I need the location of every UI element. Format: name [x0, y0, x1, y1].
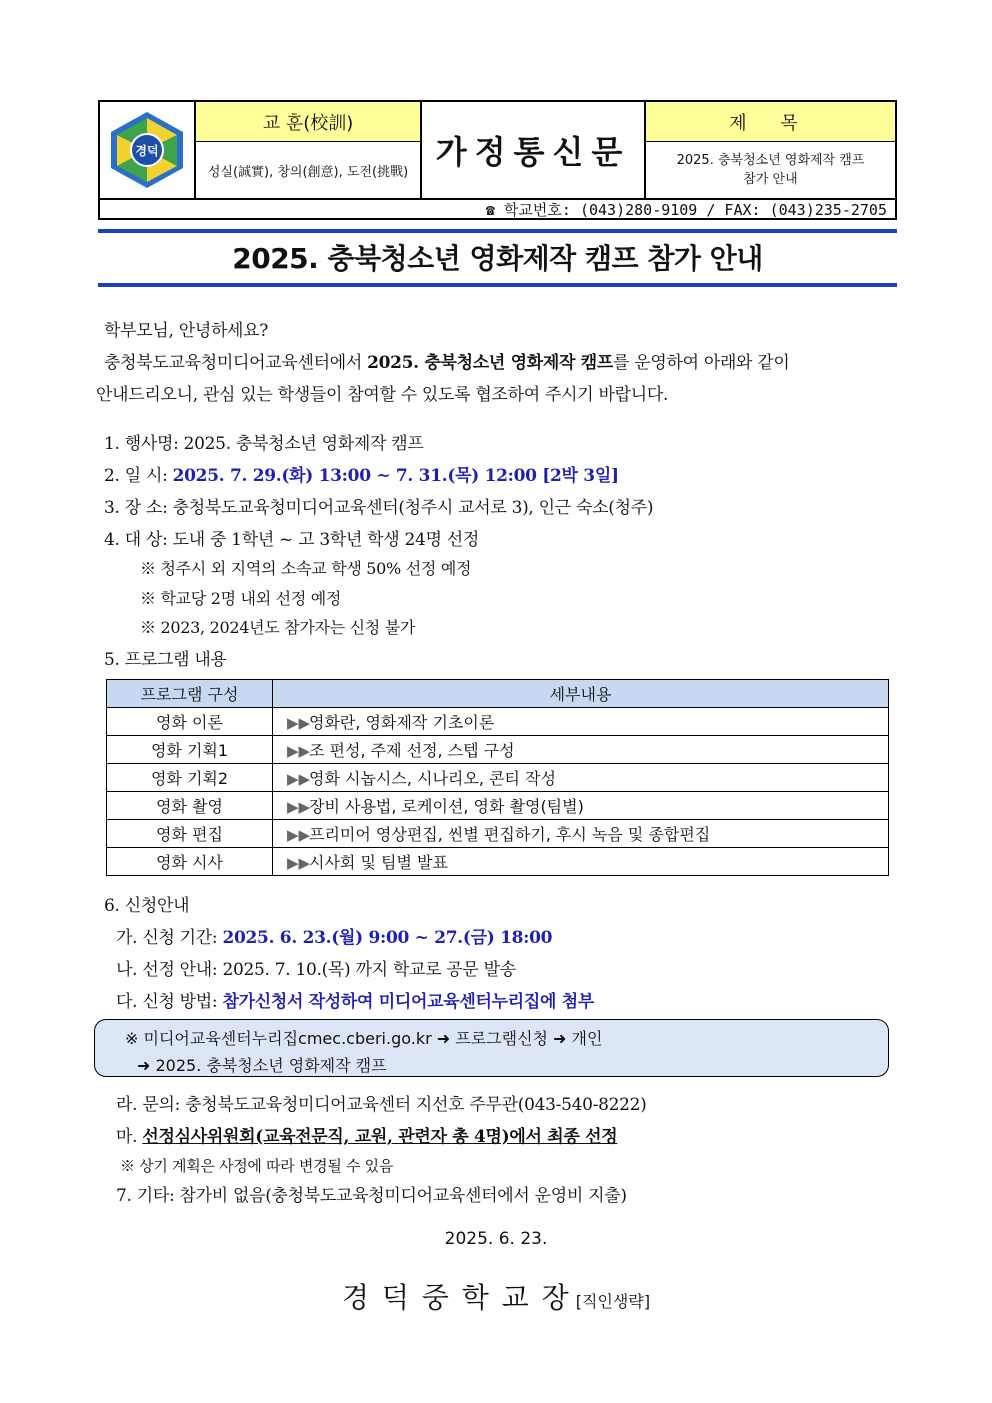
greeting: 학부모님, 안녕하세요? [104, 321, 269, 341]
title-top-rule [98, 229, 897, 233]
target-label: 4. 대 상: [104, 530, 173, 550]
period-value: 2025. 6. 23.(월) 9:00 ~ 27.(금) 18:00 [222, 928, 553, 948]
program-name: 영화 촬영 [107, 792, 273, 820]
apply-selection [116, 1122, 617, 1147]
event-value: 2025. 충북청소년 영화제작 캠프 [183, 434, 424, 454]
program-detail: 프리미어 영상편집, 씬별 편집하기, 후시 녹음 및 종합편집 [309, 825, 711, 844]
apply-heading: 6. 신청안내 [104, 896, 190, 916]
program-detail: 장비 사용법, 로케이션, 영화 촬영(팀별) [309, 797, 584, 816]
table-row [107, 708, 889, 736]
double-arrow-icon: ▶▶ [287, 742, 311, 760]
item-event [104, 429, 423, 454]
table-header: 프로그램 구성 [107, 680, 273, 708]
contact-info: ☎ 학교번호: (043)280-9109 / FAX: (043)235-2705 [100, 198, 895, 218]
date-value: 2025. 7. 29.(화) 13:00 ~ 7. 31.(목) 12:00 [2박 3일] [172, 466, 619, 486]
title-bottom-rule [98, 283, 897, 287]
date-label: 2. 일 시: [104, 466, 173, 486]
target-value: 도내 중 1학년 ~ 고 3학년 학생 24명 선정 [172, 530, 480, 550]
target-note: ※ 청주시 외 지역의 소속교 학생 50% 선정 예정 [140, 559, 472, 578]
logo-text: 경덕 [135, 144, 159, 158]
apply-inquiry: 라. 문의: 충청북도교육청미디어교육센터 지선호 주무관(043-540-8222) [116, 1095, 647, 1115]
table-row [107, 736, 889, 764]
principal-name: 경 덕 중 학 교 장 [341, 1281, 571, 1314]
event-label: 1. 행사명: [104, 434, 184, 454]
period-label: 가. 신청 기간: [116, 928, 223, 948]
apply-method [116, 987, 594, 1012]
program-heading: 5. 프로그램 내용 [104, 650, 227, 670]
newsletter-title: 가정통신문 [422, 102, 646, 198]
table-row [107, 764, 889, 792]
method-label: 다. 신청 방법: [116, 992, 223, 1012]
item-date [104, 461, 619, 486]
apply-steps-box [94, 1019, 889, 1077]
table-row [107, 848, 889, 876]
program-table [106, 679, 889, 876]
double-arrow-icon: ▶▶ [287, 826, 311, 844]
subject-line1: 2025. 충북청소년 영화제작 캠프 [676, 153, 865, 168]
program-detail: 시사회 및 팀별 발표 [309, 853, 448, 872]
item-target [104, 525, 479, 550]
select-label: 마. [116, 1127, 143, 1147]
target-note: ※ 2023, 2024년도 참가자는 신청 불가 [140, 618, 416, 637]
table-header: 세부내용 [273, 680, 889, 708]
program-name: 영화 편집 [107, 820, 273, 848]
subject-value [646, 142, 895, 198]
apply-steps-line2: ➜ 2025. 충북청소년 영화제작 캠프 [137, 1056, 387, 1075]
change-note: ※ 상기 계획은 사정에 따라 변경될 수 있음 [120, 1157, 394, 1175]
apply-notice: 나. 선정 안내: 2025. 7. 10.(목) 까지 학교로 공문 발송 [116, 960, 516, 980]
intro-pre: 충청북도교육청미디어교육센터에서 [104, 353, 368, 373]
method-value: 참가신청서 작성하여 미디어교육센터누리집에 첨부 [222, 992, 594, 1012]
school-emblem-icon [107, 110, 187, 190]
program-name: 영화 기획1 [107, 736, 273, 764]
issue-date: 2025. 6. 23. [444, 1229, 548, 1249]
intro-post: 를 운영하여 아래와 같이 [613, 353, 790, 373]
item-place [104, 493, 653, 518]
item-etc: 7. 기타: 참가비 없음(충청북도교육청미디어교육센터에서 운영비 지출) [116, 1186, 627, 1206]
apply-steps-line1: ※ 미디어교육센터누리집cmec.cberi.go.kr ➜ 프로그램신청 ➜ 개인 [125, 1029, 603, 1048]
motto-value: 성실(誠實), 창의(創意), 도전(挑戰) [196, 142, 422, 198]
table-header-row [107, 680, 889, 708]
newsletter-header [98, 100, 897, 220]
double-arrow-icon: ▶▶ [287, 854, 311, 872]
program-name: 영화 시사 [107, 848, 273, 876]
subject-label: 제 목 [646, 102, 895, 142]
program-detail: 영화 시놉시스, 시나리오, 콘티 작성 [309, 769, 556, 788]
table-row [107, 792, 889, 820]
page-title: 2025. 충북청소년 영화제작 캠프 참가 안내 [232, 242, 763, 275]
program-name: 영화 기획2 [107, 764, 273, 792]
double-arrow-icon: ▶▶ [287, 798, 311, 816]
apply-period [116, 923, 552, 948]
intro-line2: 안내드리오니, 관심 있는 학생들이 참여할 수 있도록 협조하여 주시기 바랍니다. [96, 385, 669, 405]
program-name: 영화 이론 [107, 708, 273, 736]
motto-label: 교 훈(校訓) [196, 102, 422, 142]
target-note: ※ 학교당 2명 내외 선정 예정 [140, 589, 342, 608]
seal-note: [직인생략] [575, 1292, 651, 1311]
subject-line2: 참가 안내 [743, 172, 798, 187]
place-value: 충청북도교육청미디어교육센터(청주시 교서로 3), 인근 숙소(청주) [172, 498, 654, 518]
principal-signature [0, 1276, 992, 1316]
double-arrow-icon: ▶▶ [287, 714, 311, 732]
double-arrow-icon: ▶▶ [287, 770, 311, 788]
select-value: 선정심사위원회(교육전문직, 교원, 관련자 총 4명)에서 최종 선정 [142, 1127, 618, 1147]
program-detail: 조 편성, 주제 선정, 스텝 구성 [309, 741, 515, 760]
intro-bold: 2025. 충북청소년 영화제작 캠프 [367, 353, 613, 373]
table-row [107, 820, 889, 848]
intro-line1 [104, 348, 790, 373]
place-label: 3. 장 소: [104, 498, 173, 518]
school-logo [100, 102, 196, 198]
program-detail: 영화란, 영화제작 기초이론 [309, 713, 495, 732]
